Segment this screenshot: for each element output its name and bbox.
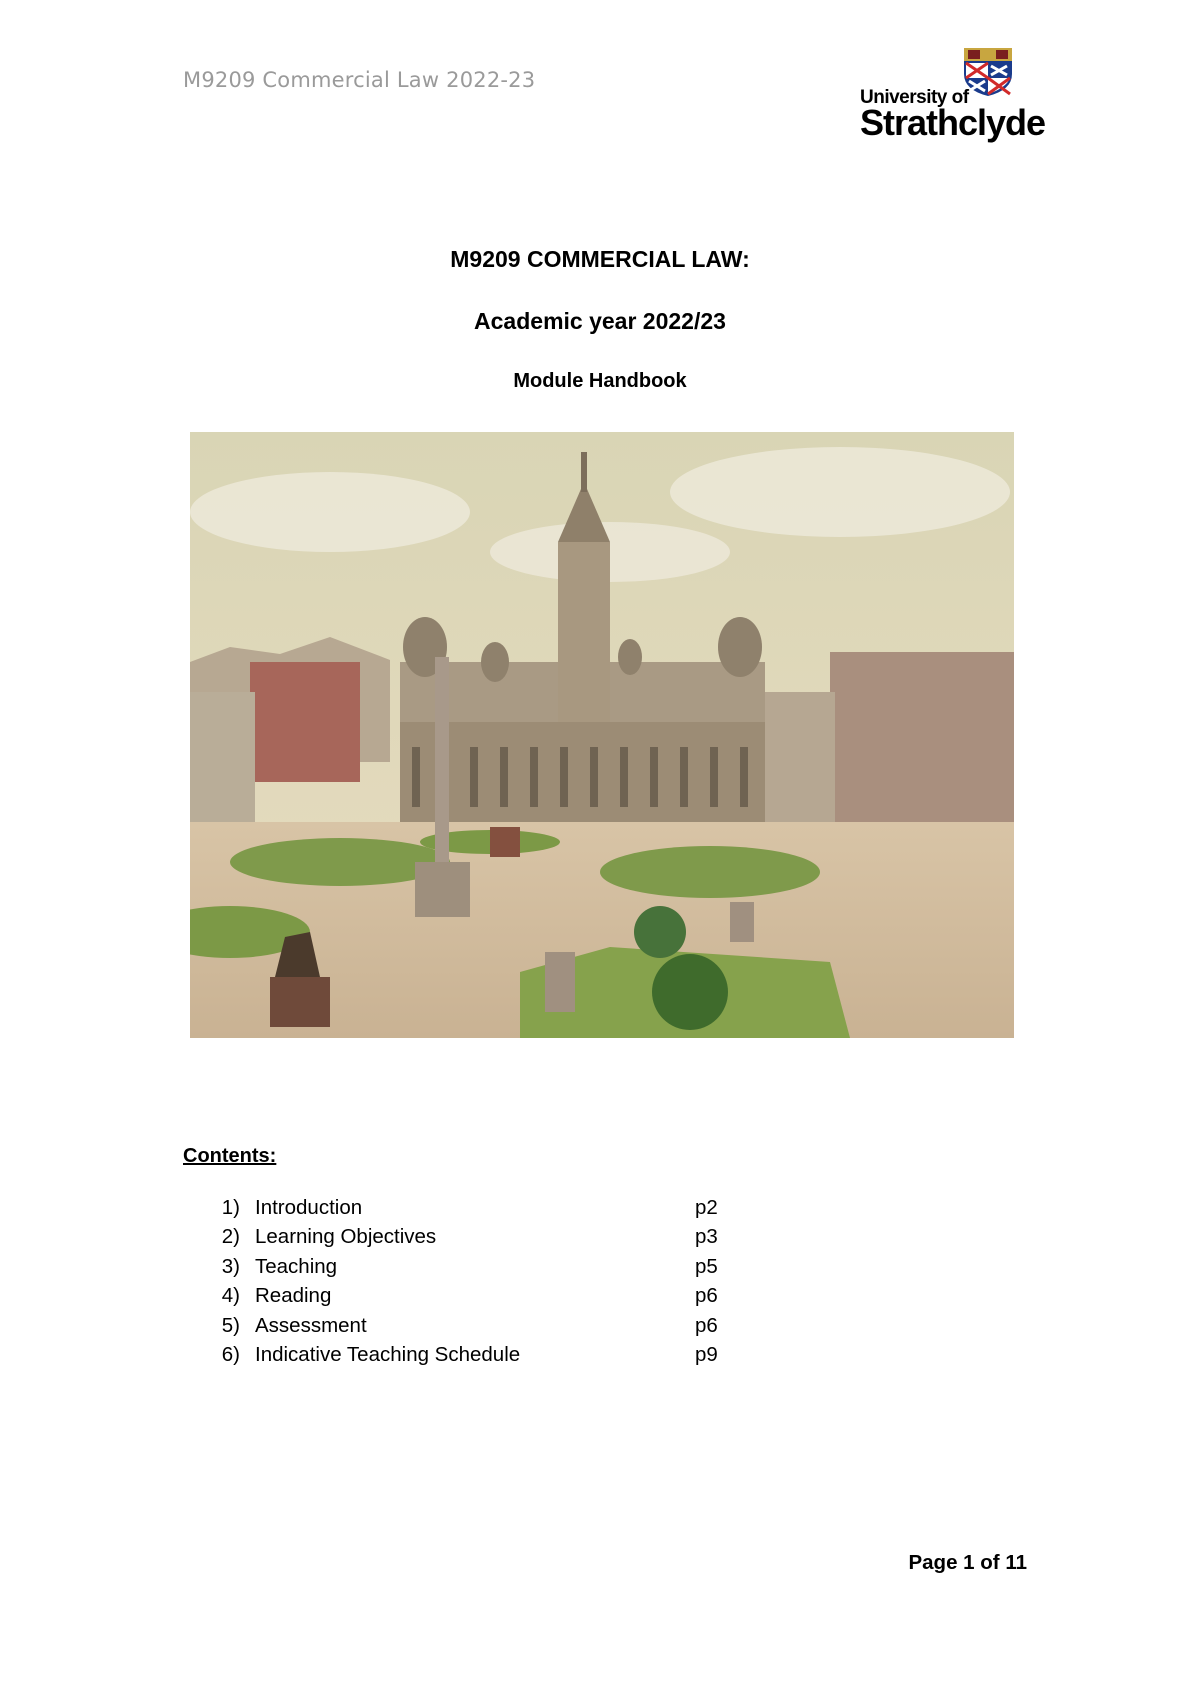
running-header: M9209 Commercial Law 2022-23 (183, 68, 536, 92)
toc-label: Assessment (255, 1313, 367, 1337)
table-of-contents (215, 1196, 775, 1372)
toc-page: p5 (695, 1254, 718, 1278)
logo-line1: University of (860, 87, 969, 108)
toc-item[interactable] (215, 1343, 775, 1372)
toc-number: 3) (221, 1254, 240, 1278)
toc-item[interactable] (215, 1255, 775, 1284)
academic-year: Academic year 2022/23 (474, 308, 726, 334)
toc-label: Indicative Teaching Schedule (255, 1342, 521, 1366)
toc-page: p6 (695, 1313, 718, 1337)
toc-label: Reading (255, 1284, 332, 1308)
toc-page: p2 (695, 1196, 718, 1219)
contents-heading: Contents: (183, 1145, 277, 1167)
toc-item[interactable] (215, 1196, 775, 1225)
toc-label: Teaching (255, 1254, 338, 1278)
toc-item[interactable] (215, 1225, 775, 1254)
toc-number: 2) (221, 1225, 240, 1249)
toc-item[interactable] (215, 1314, 775, 1343)
document-subtitle: Module Handbook (513, 370, 687, 392)
toc-page: p9 (695, 1342, 718, 1366)
toc-item[interactable] (215, 1284, 775, 1313)
toc-label: Learning Objectives (255, 1225, 437, 1249)
university-logo (860, 44, 1046, 143)
toc-number: 6) (221, 1342, 240, 1366)
logo-line2: Strathclyde (860, 102, 1046, 143)
page-number: Page 1 of 11 (908, 1551, 1027, 1574)
toc-number: 1) (221, 1196, 240, 1219)
toc-number: 5) (221, 1313, 240, 1337)
toc-page: p3 (695, 1225, 718, 1249)
george-square-photo (190, 432, 1014, 1038)
toc-number: 4) (221, 1284, 240, 1308)
toc-page: p6 (695, 1284, 718, 1308)
toc-label: Introduction (255, 1196, 363, 1219)
document-title: M9209 COMMERCIAL LAW: (450, 246, 750, 272)
